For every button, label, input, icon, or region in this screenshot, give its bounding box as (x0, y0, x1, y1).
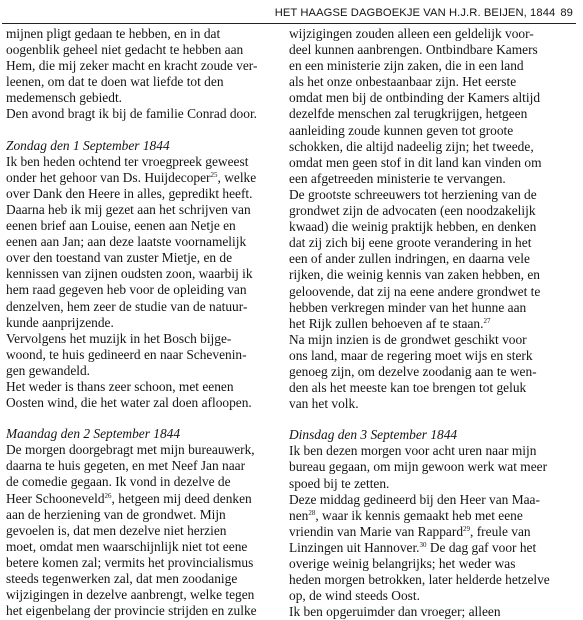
paragraph-gap (289, 412, 574, 427)
text-line: schokken, die altijd nadeelig zijn; het tweede, (289, 138, 534, 154)
footnote-marker: 26 (104, 491, 112, 500)
text-line: geloovende, dat zij na eene andere grondwet te (289, 283, 541, 299)
text-line: Ik ben heden ochtend ter vroegpreek geweest (6, 153, 249, 169)
text-line: Heer Schooneveld$^{26}$, hetgeen mij deed denken (6, 490, 252, 506)
text-line: het eigenbelang der provincie strijden en zulke (6, 603, 257, 619)
footnote-marker: 25 (210, 170, 218, 179)
text-line: het Rijk zullen behoeven af te staan.$^{27}$ (289, 315, 491, 331)
footnote-marker: 28 (308, 508, 316, 517)
text-line: gen gewandeld. (6, 362, 91, 378)
footnote-marker: 27 (483, 316, 491, 325)
text-line: grondwet zijn de advocaten (een noodzakelijk (289, 203, 536, 219)
paragraph-gap (6, 123, 288, 138)
text-line: vriendin van Marie van Rappard$^{29}$, freule van (289, 523, 531, 539)
text-line: Vervolgens het muzijk in het Bosch bijge- (6, 330, 232, 346)
text-line: bureau gegaan, om mijn gewoon werk wat meer (289, 459, 548, 475)
text-line: omdat men geen stof in dit land kan vinden om (289, 154, 542, 170)
text-line: rijken, die weinig kennis van zaken hebben, en (289, 267, 540, 283)
text-line: kunde aanprijzende. (6, 314, 114, 330)
text-line: over Dank den Heere in alles, gepredikt heeft. (6, 185, 253, 201)
text-line: wijzigingen in dezelve aanbrengt, welke tegen (6, 587, 255, 603)
text-line: Den avond bragt ik bij de familie Conrad door. (6, 106, 258, 122)
text-line: Hem, die mij zeker macht en kracht zoude ver- (6, 58, 258, 74)
paragraph-gap (6, 411, 288, 426)
text-line: woond, te huis gedineerd en naar Schevenin- (6, 346, 247, 362)
text-line: daarna te huis gegeten, en met Neef Jan naar (6, 458, 246, 474)
text-line: ons land, maar de regering moet wijs en sterk (289, 347, 533, 363)
text-line: den als het meeste kan toe brengen tot geluk (289, 380, 527, 396)
text-line: oogenblik geheel niet gedacht te hebben aan (6, 42, 244, 58)
text-line: hem raad gegeven heb voor de opleiding van (6, 282, 247, 298)
text-line: heden morgen betrokken, later helderde hetzelve (289, 572, 550, 588)
text-line: als het onze onbestaanbaar zijn. Het eerste (289, 74, 517, 90)
text-line: Daarna heb ik mij gezet aan het schrijven van (6, 201, 251, 217)
text-line: eenen aan Jan; aan deze laatste voornamelijk (6, 234, 247, 250)
entry-heading: Dinsdag den 3 September 1844 (289, 427, 458, 443)
right-column (289, 26, 574, 620)
entry-heading: Zondag den 1 September 1844 (6, 137, 170, 153)
text-line: leenen, om dat te doen wat liefde tot den (6, 74, 224, 90)
text-line: omdat men bij de ontbinding der Kamers altijd (289, 90, 541, 106)
text-line: een afgetreeden ministerie te vervangen. (289, 170, 506, 186)
text-line: moet, omdat men waarschijnlijk niet tot eene (6, 538, 248, 554)
footnote-marker: 30 (419, 540, 427, 549)
text-line: medemensch gebiedt. (6, 90, 123, 106)
text-line: eenen brief aan Louise, eenen aan Netje en (6, 218, 236, 234)
text-line: De morgen doorgebragt met mijn bureauwerk, (6, 442, 255, 458)
text-line: Deze middag gedineerd bij den Heer van Maa- (289, 491, 540, 507)
text-line: De grootste schreeuwers tot herziening van de (289, 186, 537, 202)
running-head (0, 6, 573, 20)
text-line: van het volk. (289, 396, 359, 412)
text-line: over den toestand van zuster Mietje, en de (6, 250, 233, 266)
text-line: betere komen zal; vermits het provincialismus (6, 554, 254, 570)
text-line: deel kunnen aanbrengen. Ontbindbare Kamers (289, 42, 538, 58)
text-line: Het weder is thans zeer schoon, met eenen (6, 378, 234, 394)
text-line: kennissen van zijnen oudsten zoon, waarbij ik (6, 266, 253, 282)
text-line: Ik ben dezen morgen voor acht uren naar mijn (289, 443, 537, 459)
text-line: mijnen pligt gedaan te hebben, en in dat (6, 26, 221, 41)
entry-heading: Maandag den 2 September 1844 (6, 426, 181, 442)
text-line: Na mijn inzien is de grondwet geschikt voor (289, 331, 527, 347)
text-line: gevoelen is, dat men dezelve niet herzien (6, 522, 227, 538)
text-line: wijzigingen zouden alleen een geldelijk voor- (289, 26, 534, 41)
left-column (6, 26, 288, 619)
text-line: aanleiding zoude kunnen geven tot groote (289, 122, 514, 138)
text-line: dat zij zich bij eene groote verandering in het (289, 235, 532, 251)
text-line: Linzingen uit Hannover.$^{30}$ De dag gaf voor het (289, 539, 537, 555)
text-line: de comedie gegaan. Ik vond in dezelve de (6, 474, 231, 490)
text-line: genoeg zijn, om dezelve zoodanig aan te wen- (289, 363, 537, 379)
text-line: overige weinig belangrijks; het weder was (289, 556, 516, 571)
text-line: denzelven, hem zeer de studie van de natuur- (6, 298, 248, 314)
text-line: Ik ben opgeruimder dan vroeger; alleen (289, 604, 501, 620)
text-line: spoed bij te zetten. (289, 475, 390, 491)
page-number: 89 (560, 7, 573, 19)
text-line: dezelfde menschen zal terugkrijgen, hetgeen (289, 106, 528, 122)
text-line: kwaad) die weinig praktijk hebben, en denken (289, 219, 537, 235)
text-line: een of ander zullen indringen, en daarna vele (289, 251, 530, 267)
text-line: Oosten wind, die het water zal doen afloopen. (6, 395, 252, 411)
text-line: nen$^{28}$, waar ik kennis gemaakt heb met eene (289, 507, 523, 523)
header-rule (2, 23, 576, 24)
text-line: onder het gehoor van Ds. Huijdecoper$^{25}$, welke (6, 169, 257, 185)
text-line: en een ministerie zijn zaken, die in een land (289, 58, 524, 74)
text-line: op, de wind steeds Oost. (289, 588, 420, 604)
running-title: HET HAAGSE DAGBOEKJE VAN H.J.R. BEIJEN, 1844 (274, 7, 556, 19)
text-line: hebben verkregen minder van het hunne aan (289, 299, 527, 315)
text-line: aan de herziening van de grondwet. Mijn (6, 506, 226, 522)
footnote-marker: 29 (463, 524, 471, 533)
text-line: steeds tegenwerken zal, dat men zoodanige (6, 571, 238, 586)
